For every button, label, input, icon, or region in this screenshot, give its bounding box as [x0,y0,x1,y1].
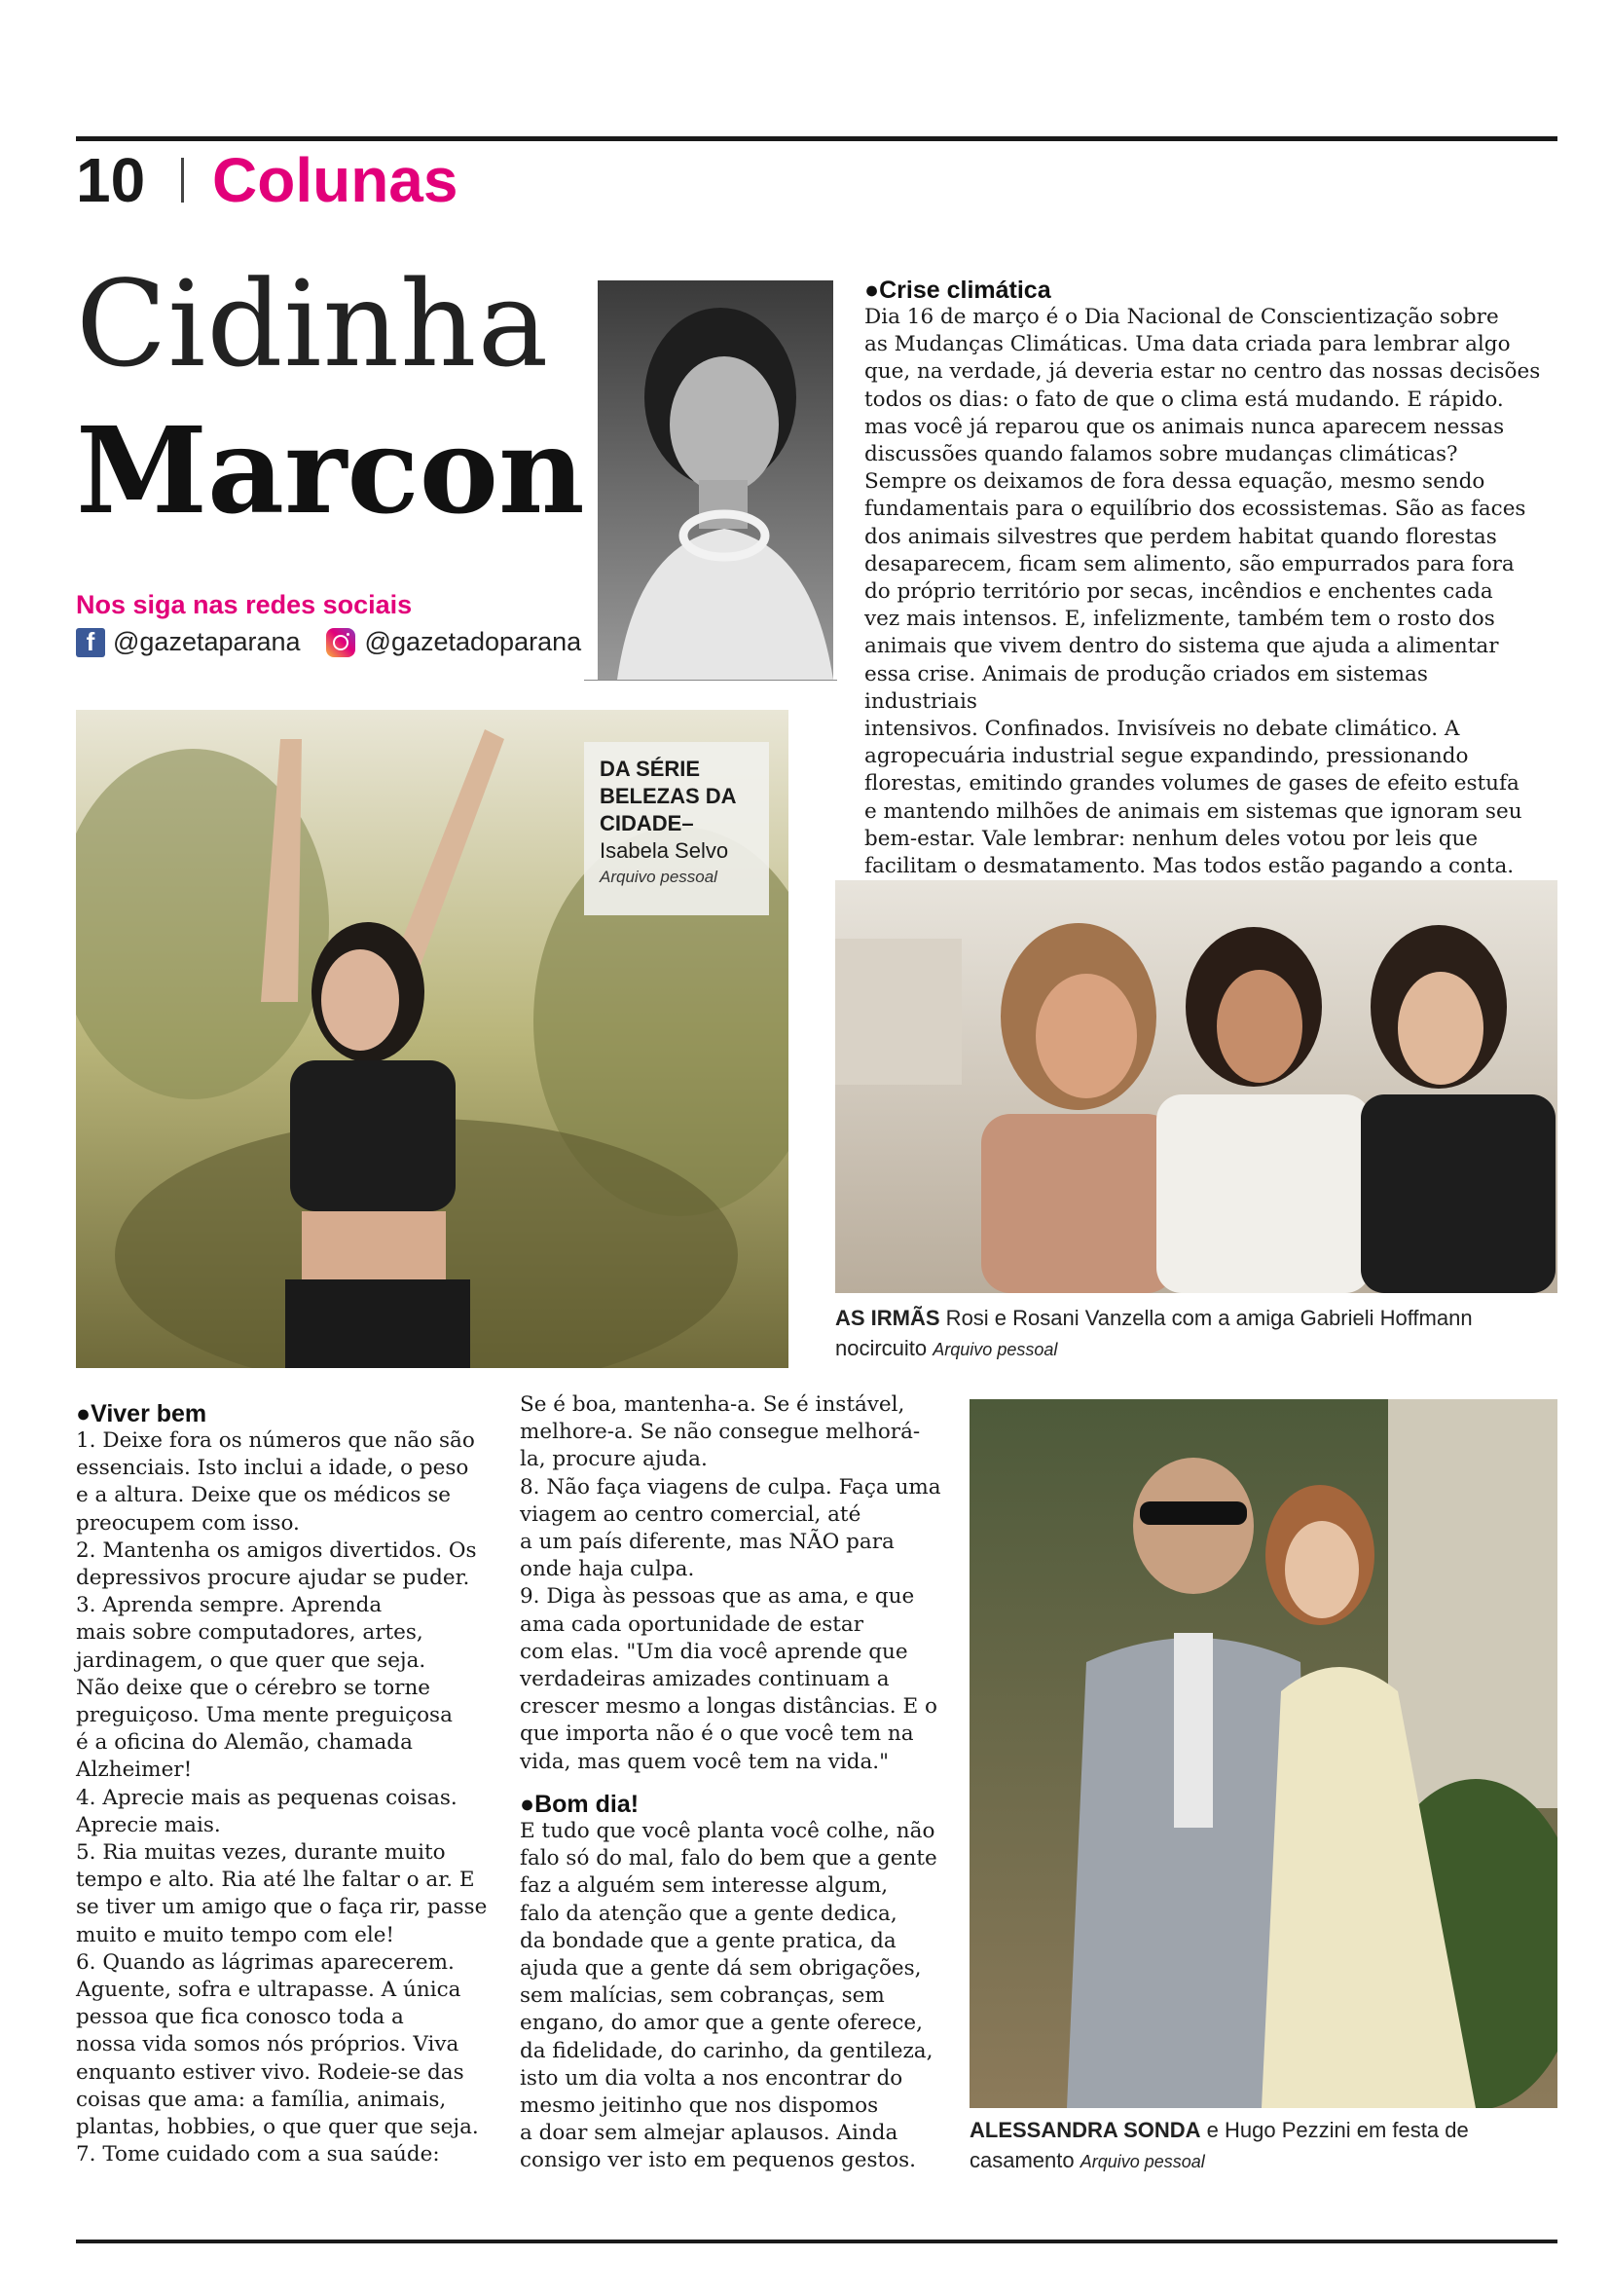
irmas-photo-credit: Arquivo pessoal [933,1340,1058,1359]
bomdia-body: E tudo que você planta você colhe, não falo só do mal, falo do bem que a gente faz a alguém sem interesse algum, falo da atenção que a gente dedica, da bondade que a gente pratica, da ajuda que a gente dá sem obrigações, sem malícias, sem cobranças, sem engano, do amor que a gente oferece, da fidelidade, do carinho, da gentileza, isto um dia volta a nos encontrar do mesmo jeitinho que nos dispomos a doar sem almejar aplausos. Ainda consigo ver isto em pequenos gestos. [520,1819,937,2173]
series-title-line1: DA SÉRIE [600,757,701,781]
facebook-icon[interactable]: f [76,628,105,657]
viver-body-continued: Se é boa, mantenha-a. Se é instável, melhore-a. Se não consegue melhorá- la, procure ajuda. 8. Não faça viagens de culpa. Faça uma viagem ao centro comercial, até a um país diferente, mas NÃO para onde haja culpa. 9. Diga às pessoas que as ama, e que ama cada oportunidade de estar com elas. "Um dia você aprende que verdadeiras amizades continuam a crescer mesmo a longas distâncias. E o que importa não é o que você tem na vida, mas quem você tem na vida." [520,1392,941,1774]
page-number: 10 [76,145,146,215]
columnist-portrait [598,280,833,680]
series-caption-box [584,742,769,915]
series-photo-credit: Arquivo pessoal [600,868,717,886]
series-title-line3: CIDADE– [600,811,694,835]
social-heading: Nos siga nas redes sociais [76,590,413,619]
irmas-photo [835,880,1557,1293]
social-row [76,627,581,657]
crise-heading: ●Crise climática [864,277,1051,304]
irmas-caption-bold: AS IRMÃS [835,1306,940,1330]
casal-photo-credit: Arquivo pessoal [1080,2152,1205,2171]
facebook-handle[interactable]: @gazetaparana [113,627,301,656]
irmas-caption: AS IRMÃS Rosi e Rosani Vanzella com a amiga Gabrieli Hoffmann nocircuito Arquivo pessoal [835,1306,1473,1360]
columnist-first-name: Cidinha [76,255,550,393]
section-title: Colunas [212,145,458,215]
viver-body: 1. Deixe fora os números que não são essenciais. Isto inclui a idade, o peso e a altura. Deixe que os médicos se preocupem com isso. 2. Mantenha os amigos divertidos. Os depressivos procure ajudar se puder. 3. Aprenda sempre. Aprenda mais sobre computadores, artes, jardinagem, o que quer que seja. Não deixe que o cérebro se torne preguiçoso. Uma mente preguiçosa é a oficina do Alemão, chamada Alzheimer! 4. Aprecie mais as pequenas coisas. Aprecie mais. 5. Ria muitas vezes, durante muito tempo e alto. Ria até lhe faltar o ar. E se tiver um amigo que o faça rir, passe muito e muito tempo com ele! 6. Quando as lágrimas aparecerem. Aguente, sofra e ultrapasse. A única pessoa que fica conosco toda a nossa vida somos nós próprios. Viva enquanto estiver vivo. Rodeie-se das coisas que ama: a família, animais, plantas, hobbies, o que quer que seja. 7. Tome cuidado com a sua saúde: [76,1428,488,2167]
casal-caption: ALESSANDRA SONDA e Hugo Pezzini em festa de casamento Arquivo pessoal [970,2118,1469,2172]
viver-heading: ●Viver bem [76,1400,207,1427]
header-separator [181,158,184,203]
bottom-rule [76,2240,1557,2243]
top-rule [76,136,1557,141]
bomdia-heading: ●Bom dia! [520,1791,640,1818]
instagram-icon[interactable] [326,628,355,657]
crise-body: Dia 16 de março é o Dia Nacional de Conscientização sobre as Mudanças Climáticas. Uma data criada para lembrar algo que, na verdade, já deveria estar no centro das nossas decisões todos os dias: o fato de que o clima está mudando. E rápido. mas você já reparou que os animais nunca aparecem nessas discussões quando falamos sobre mudanças climáticas? Sempre os deixamos de fora dessa equação, mesmo sendo fundamentais para o equilíbrio dos ecossistemas. São as faces dos animais silvestres que perdem habitat quando florestas desaparecem, ficam sem alimento, são empurrados para fora do próprio território por secas, incêndios e enchentes cada vez mais intensos. E, infelizmente, também tem o rosto dos animais que vivem dentro do sistema que ajuda a alimentar essa crise. Animais de produção criados em sistemas industriais intensivos. Confinados. Invisíveis no debate climático. A agropecuária industrial segue expandindo, pressionando florestas, emitindo grandes volumes de gases de efeito estufa e mantendo milhões de animais em sistemas que ignoram seu bem-estar. Vale lembrar: nenhum deles votou por leis que facilitam o desmatamento. Mas todos estão pagando a conta. [864,305,1541,879]
instagram-handle[interactable]: @gazetadoparana [364,627,582,656]
casal-caption-bold: ALESSANDRA SONDA [970,2118,1201,2142]
casal-photo [970,1399,1557,2108]
series-person-name: Isabela Selvo [600,838,729,863]
portrait-rule [584,680,837,681]
series-title-line2: BELEZAS DA [600,784,737,808]
columnist-last-name: Marcon [76,400,585,540]
